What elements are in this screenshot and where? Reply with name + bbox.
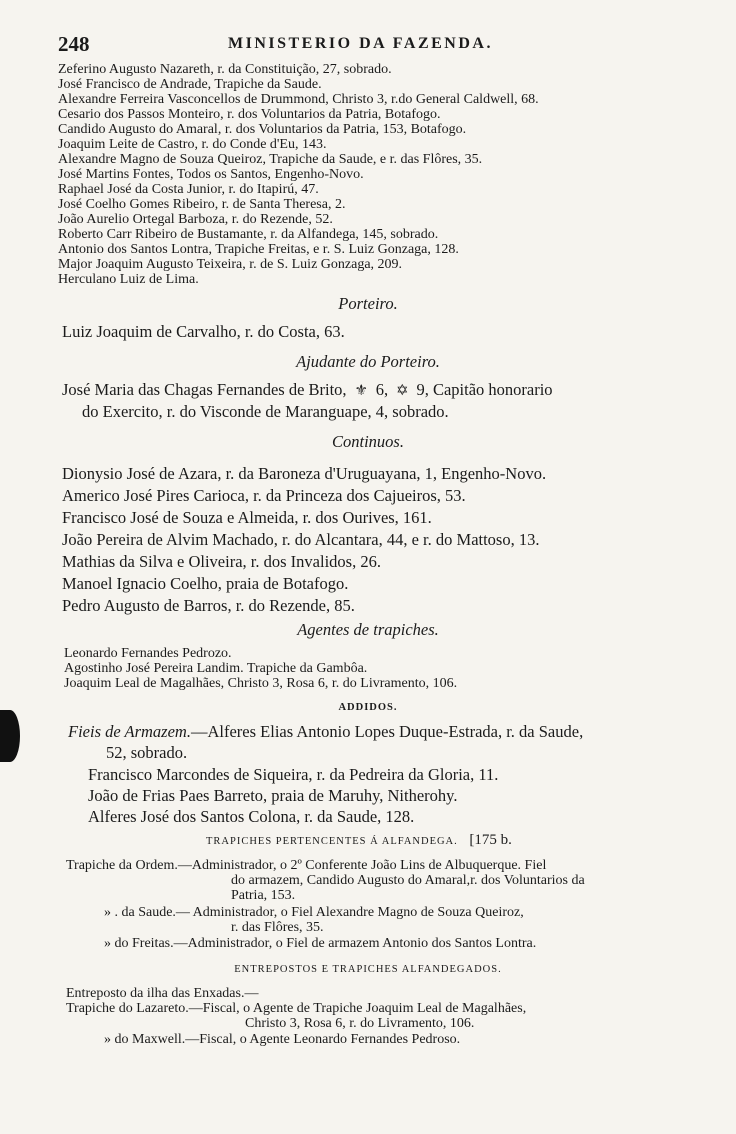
continuo-entry: Francisco José de Souza e Almeida, r. dos Ourives, 161. <box>62 508 432 527</box>
list-item: José Martins Fontes, Todos os Santos, Engenho-Novo. <box>58 167 364 182</box>
agente-entry: Leonardo Fernandes Pedrozo. <box>64 646 232 661</box>
continuo-entry: Manoel Ignacio Coelho, praia de Botafogo. <box>62 574 349 593</box>
addidos-first-line <box>68 722 583 742</box>
list-item: Zeferino Augusto Nazareth, r. da Constituição, 27, sobrado. <box>58 62 392 77</box>
continuo-entry: João Pereira de Alvim Machado, r. do Alcantara, 44, e r. do Mattoso, 13. <box>62 530 540 549</box>
list-item: Major Joaquim Augusto Teixeira, r. de S. Luiz Gonzaga, 209. <box>58 257 403 272</box>
continuo-entry: Americo José Pires Carioca, r. da Princeza dos Cajueiros, 53. <box>62 486 466 505</box>
list-item: José Francisco de Andrade, Trapiche da Saude. <box>58 77 322 92</box>
trapiche-line: » do Freitas.—Administrador, o Fiel de armazem Antonio dos Santos Lontra. <box>104 936 537 951</box>
trapiches-heading: TRAPICHES PERTENCENTES Á ALFANDEGA. <box>206 836 458 847</box>
trapiche-line: » . da Saude.— Administrador, o Fiel Alexandre Magno de Souza Queiroz, <box>104 905 524 920</box>
addidos-label: Fieis de Armazem. <box>68 722 191 741</box>
porteiro-entry: Luiz Joaquim de Carvalho, r. do Costa, 63. <box>62 322 345 341</box>
order-badge-icon: ⚜ <box>350 383 372 399</box>
continuo-entry: Mathias da Silva e Oliveira, r. dos Invalidos, 26. <box>62 552 381 571</box>
section-heading-addidos: ADDIDOS. <box>338 702 398 713</box>
entreposto-line: Christo 3, Rosa 6, r. do Livramento, 106. <box>245 1016 475 1031</box>
addidos-first-entry: —Alferes Elias Antonio Lopes Duque-Estrada, r. da Saude, <box>190 722 584 741</box>
entreposto-line: » do Maxwell.—Fiscal, o Agente Leonardo Fernandes Pedroso. <box>104 1032 461 1047</box>
trapiche-line: r. das Flôres, 35. <box>231 920 324 935</box>
page-header <box>58 32 698 56</box>
entreposto-line: Trapiche do Lazareto.—Fiscal, o Agente de Trapiche Joaquim Leal de Magalhães, <box>66 1001 527 1016</box>
addido-entry: Francisco Marcondes de Siqueira, r. da Pedreira da Gloria, 11. <box>88 765 499 784</box>
ajudante-entry-continuation: do Exercito, r. do Visconde de Maranguape, 4, sobrado. <box>82 402 449 421</box>
trapiches-note: [175 b. <box>469 832 512 848</box>
list-item: Alexandre Ferreira Vasconcellos de Drummond, Christo 3, r.do General Caldwell, 68. <box>58 92 539 107</box>
addidos-first-continuation: 52, sobrado. <box>106 743 188 762</box>
trapiche-line: Patria, 153. <box>231 888 296 903</box>
list-item: Candido Augusto do Amaral, r. dos Voluntarios da Patria, 153, Botafogo. <box>58 122 467 137</box>
section-heading-porteiro: Porteiro. <box>338 294 398 313</box>
addido-entry: João de Frias Paes Barreto, praia de Maruhy, Nitherohy. <box>88 786 458 805</box>
ajudante-name: José Maria das Chagas Fernandes de Brito, <box>62 380 347 399</box>
star-badge-icon: ✡ <box>392 383 413 399</box>
list-item: Alexandre Magno de Souza Queiroz, Trapiche da Saude, e r. das Flôres, 35. <box>58 152 483 167</box>
trapiche-line: Trapiche da Ordem.—Administrador, o 2º Conferente João Lins de Albuquerque. Fiel <box>66 858 547 873</box>
list-item: João Aurelio Ortegal Barboza, r. do Rezende, 52. <box>58 212 333 227</box>
ajudante-badge-one: 6, <box>375 380 389 399</box>
ink-blot <box>0 710 20 762</box>
list-item: Joaquim Leite de Castro, r. do Conde d'Eu, 143. <box>58 137 327 152</box>
ajudante-badge-two: 9, Capitão honorario <box>416 380 553 399</box>
list-item: Raphael José da Costa Junior, r. do Itapirú, 47. <box>58 182 319 197</box>
continuo-entry: Pedro Augusto de Barros, r. do Rezende, 85. <box>62 596 355 615</box>
list-item: Antonio dos Santos Lontra, Trapiche Freitas, e r. S. Luiz Gonzaga, 128. <box>58 242 459 257</box>
agente-entry: Agostinho José Pereira Landim. Trapiche da Gambôa. <box>64 661 368 676</box>
section-heading-agentes: Agentes de trapiches. <box>297 620 439 639</box>
list-item: José Coelho Gomes Ribeiro, r. de Santa Theresa, 2. <box>58 197 346 212</box>
agente-entry: Joaquim Leal de Magalhães, Christo 3, Rosa 6, r. do Livramento, 106. <box>64 676 458 691</box>
running-title: MINISTERIO DA FAZENDA. <box>228 35 493 52</box>
section-heading-trapiches <box>206 832 512 849</box>
addido-entry: Alferes José dos Santos Colona, r. da Saude, 128. <box>88 807 415 826</box>
trapiche-line: do armazem, Candido Augusto do Amaral,r. dos Voluntarios da <box>231 873 585 888</box>
page-number: 248 <box>58 32 90 56</box>
ajudante-entry-line <box>62 380 553 400</box>
list-item: Cesario dos Passos Monteiro, r. dos Voluntarios da Patria, Botafogo. <box>58 107 441 122</box>
continuo-entry: Dionysio José de Azara, r. da Baroneza d'Uruguayana, 1, Engenho-Novo. <box>62 464 547 483</box>
entreposto-line: Entreposto da ilha das Enxadas.— <box>66 986 259 1001</box>
section-heading-entrepostos: ENTREPOSTOS E TRAPICHES ALFANDEGADOS. <box>234 964 502 975</box>
section-heading-ajudante: Ajudante do Porteiro. <box>296 352 440 371</box>
section-heading-continuos: Continuos. <box>332 432 404 451</box>
list-item: Roberto Carr Ribeiro de Bustamante, r. da Alfandega, 145, sobrado. <box>58 227 439 242</box>
list-item: Herculano Luiz de Lima. <box>58 272 199 287</box>
